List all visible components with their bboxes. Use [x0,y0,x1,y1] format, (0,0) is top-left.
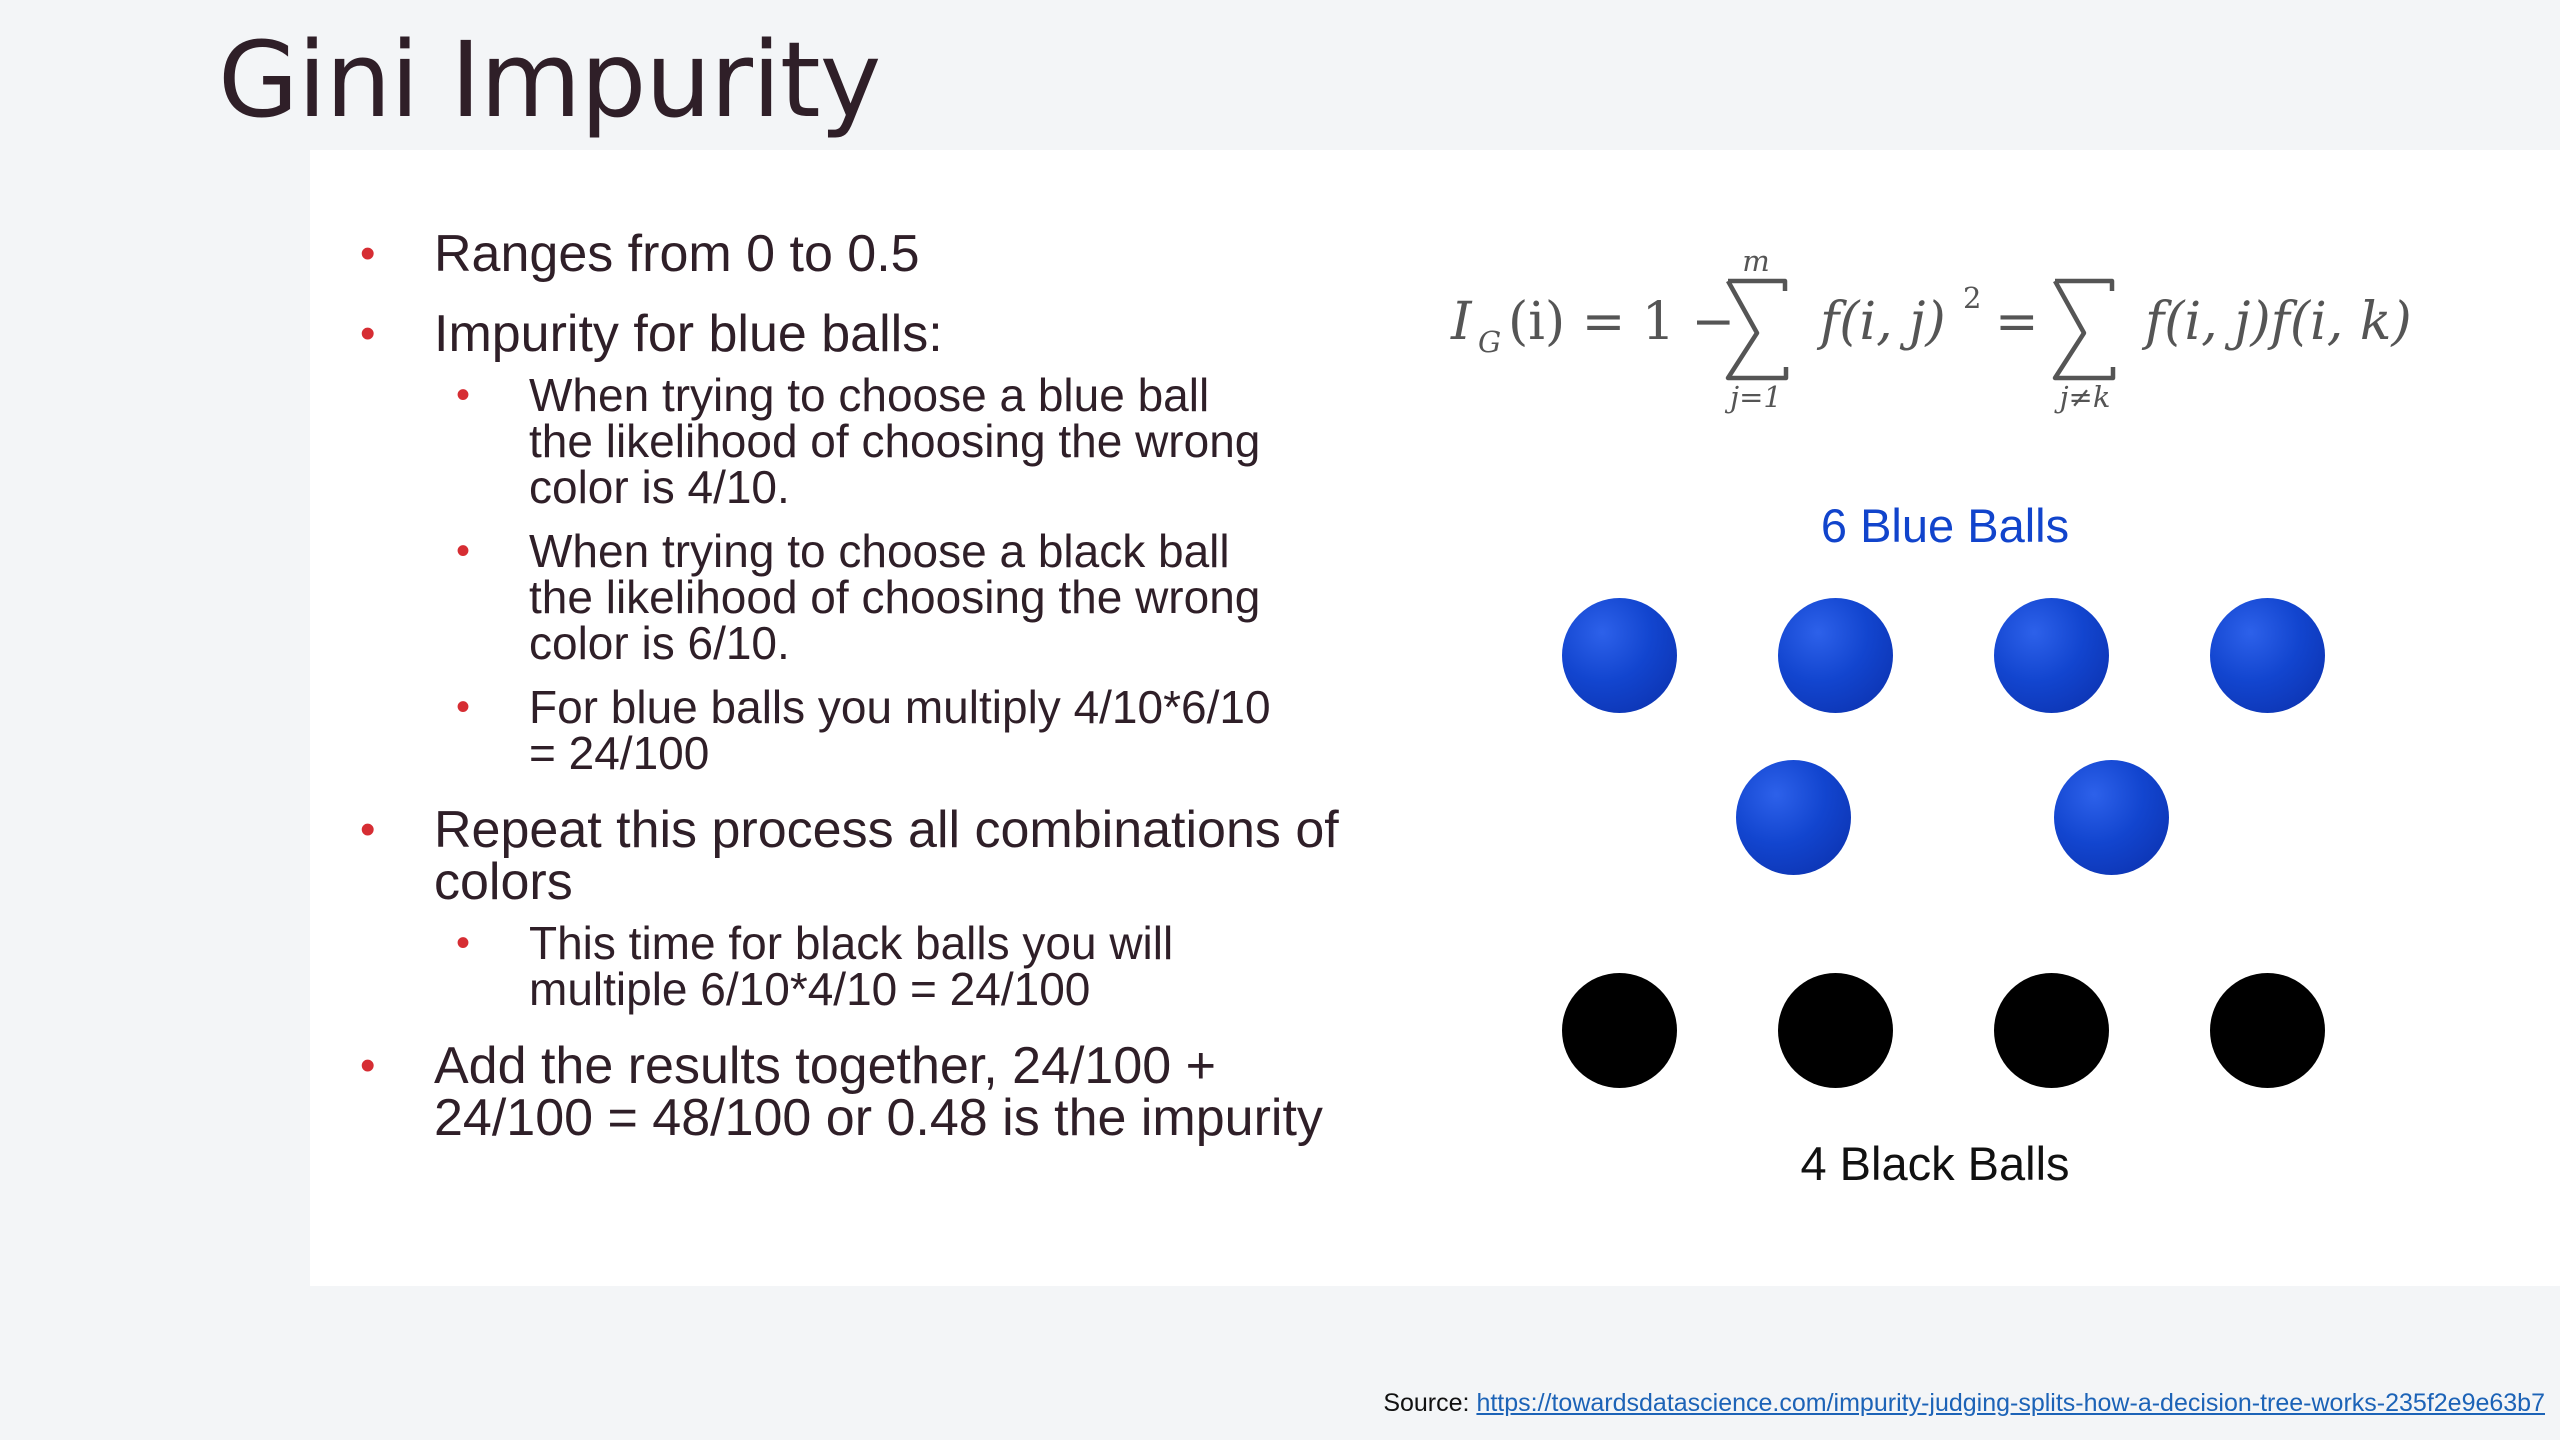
subbullet-multiply: • For blue balls you multiply 4/10*6/10 = 24/100 [434,684,1284,776]
gini-formula-svg [1445,236,2445,426]
formula-lhs-paren: (i) = 1 − [1508,292,1736,352]
repeat-subbullet-list [434,917,1360,1015]
formula-second-sum-lower-limit: j≠k [2059,380,2111,414]
formula-term-one: f(i, j) [1820,292,1946,352]
bullet-repeat-label: Repeat this process all combinations of colors [434,801,1339,911]
subbullet-blue-likelihood: • When trying to choose a blue ball the likelihood of choosing the wrong color is 4/10. [434,372,1284,510]
black-ball [1994,973,2109,1088]
formula-term-one-exponent: 2 [1963,281,1982,315]
formula-sum-upper-limit: m [1742,244,1770,278]
black-balls-label: 4 Black Balls [1800,1137,2070,1190]
summation-icon [1728,281,1786,378]
bullet-repeat [360,801,1360,1015]
black-ball [1562,973,1677,1088]
blue-ball [1778,598,1893,713]
formula-term-two: f(i, j)f(i, k) [2145,292,2412,352]
blue-ball [1736,760,1851,875]
formula-lhs-subscript: G [1478,325,1502,359]
bullet-list [360,225,1360,1172]
subbullet-black-likelihood: • When trying to choose a black ball the likelihood of choosing the wrong color is 6/10. [434,528,1284,666]
formula-sum-lower-limit: j=1 [1730,380,1782,414]
blue-ball [2054,760,2169,875]
bullet-impurity-blue-label: Impurity for blue balls: [434,305,943,363]
bullet-ranges: • Ranges from 0 to 0.5 [360,228,1360,280]
bullet-add-results: • Add the results together, 24/100 + 24/100 = 48/100 or 0.48 is the impurity [360,1040,1360,1144]
blue-ball [1562,598,1677,713]
gini-formula [1445,236,2445,426]
slide-title: Gini Impurity [218,19,881,141]
source-link[interactable]: https://towardsdatascience.com/impurity-judging-splits-how-a-decision-tree-works-235f2e9e63b7 [1476,1389,2545,1417]
black-ball [2210,973,2325,1088]
formula-lhs: I [1451,292,1472,352]
black-ball [1778,973,1893,1088]
source-citation [1383,1389,2545,1418]
blue-ball [1994,598,2109,713]
formula-equals: = [1995,292,2039,352]
blue-subbullet-list [434,369,1360,779]
source-label: Source: [1383,1389,1470,1417]
bullet-impurity-blue [360,305,1360,779]
blue-ball [2210,598,2325,713]
subbullet-black-multiply: • This time for black balls you will multiple 6/10*4/10 = 24/100 [434,920,1284,1012]
blue-balls-label: 6 Blue Balls [1820,499,2070,552]
summation-icon-second [2055,281,2113,378]
